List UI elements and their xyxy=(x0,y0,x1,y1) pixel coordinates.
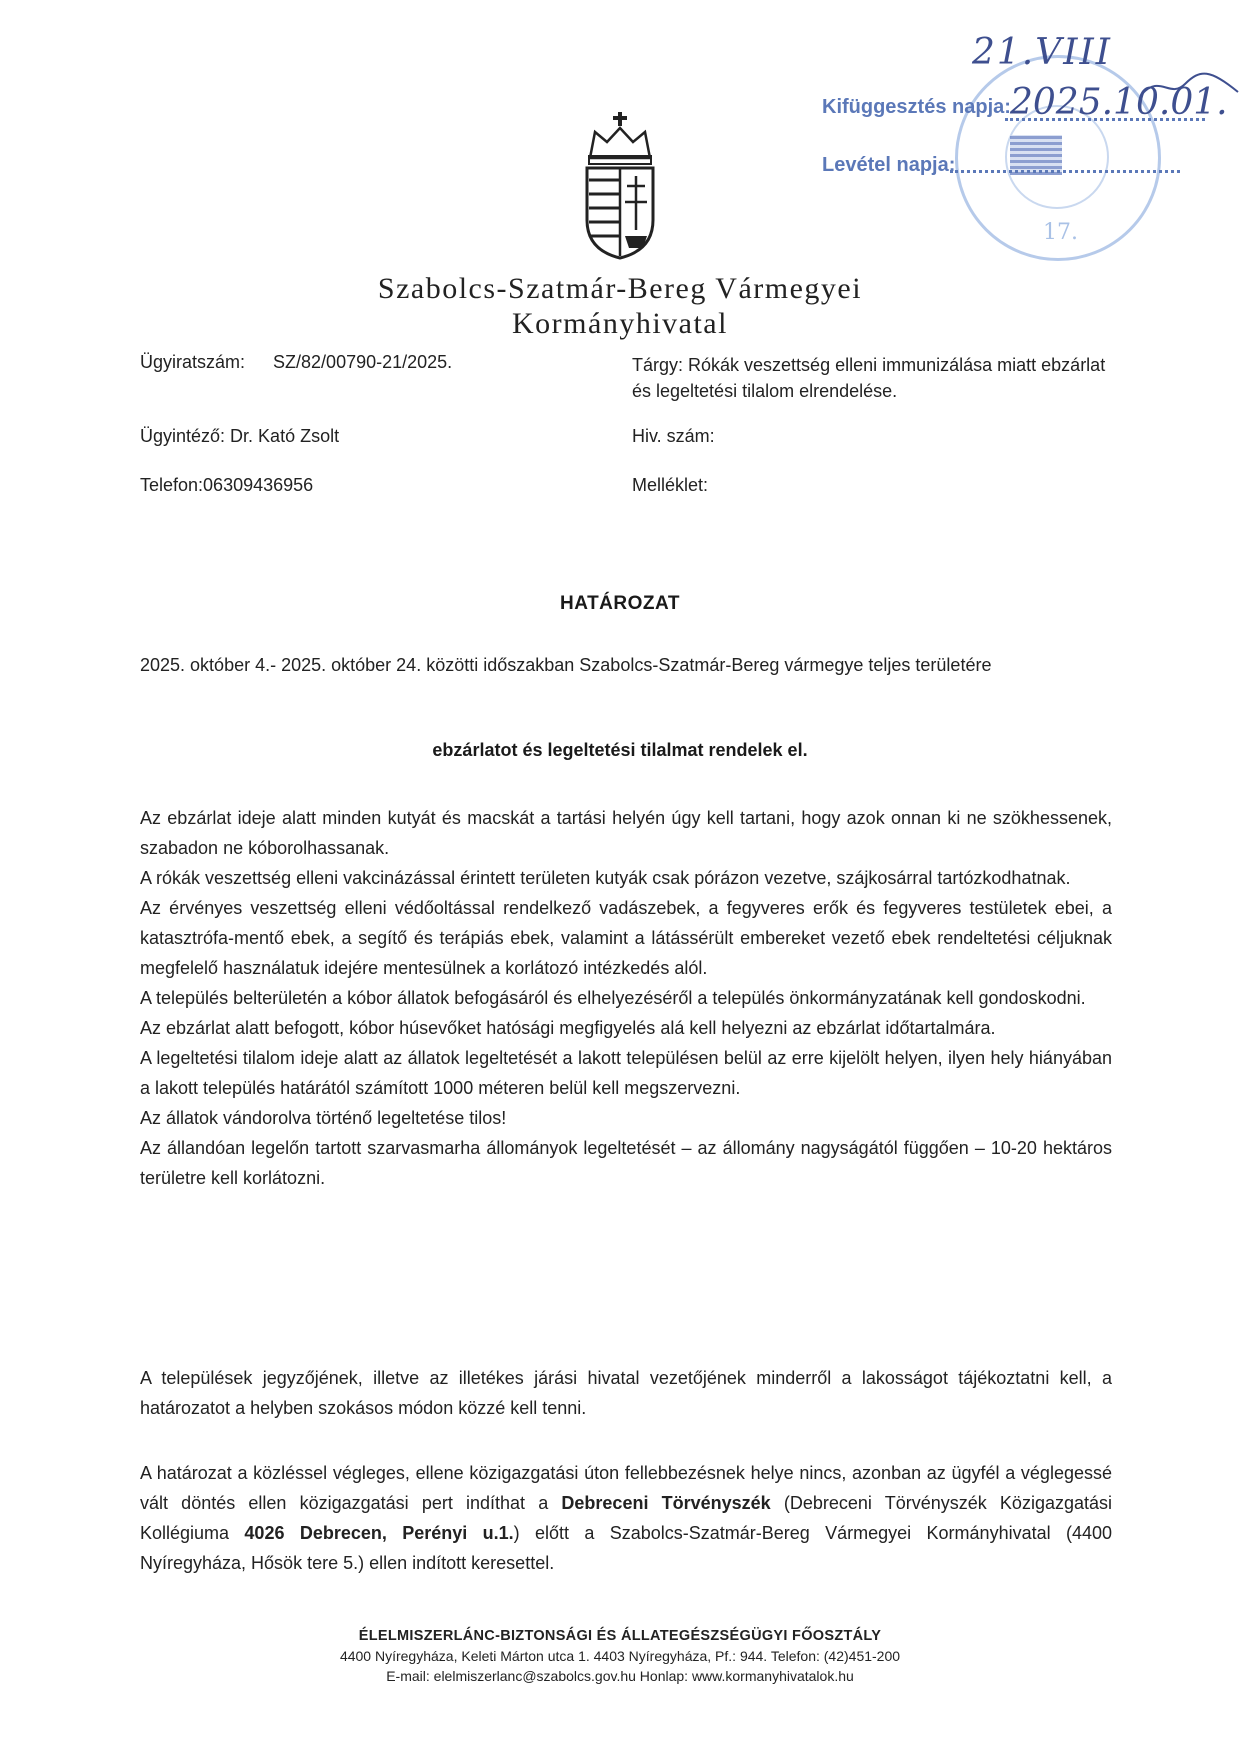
document-title: HATÁROZAT xyxy=(560,593,680,614)
subject: Tárgy: Rókák veszettség elleni immunizálása miatt ebzárlat és legeltetési tilalom elrendelése. xyxy=(632,355,1106,401)
seal-number: 17. xyxy=(1043,220,1078,245)
rule-paragraph: Az ebzárlat ideje alatt minden kutyát és macskát a tartási helyén úgy kell tartani, hogy azok onnan ki ne szökhessenek, szabadon ne kóborolhassanak. xyxy=(140,808,1112,858)
posted-date: 2025.10.01. xyxy=(1010,82,1228,123)
administrator: Ügyintéző: Dr. Kató Zsolt xyxy=(140,426,340,446)
phone: Telefon:06309436956 xyxy=(140,475,314,495)
notification-paragraph xyxy=(140,1363,1112,1423)
case-number-label: Ügyiratszám: xyxy=(140,352,246,372)
posted-label: Kifüggesztés napja: xyxy=(822,96,1011,118)
posting-stamp xyxy=(800,20,1240,280)
rule-paragraph: Az állandóan legelőn tartott szarvasmarha állományok legeltetését – az állomány nagyságától függően – 10-20 hektáros területre kell korlátozni. xyxy=(140,1138,1112,1188)
footer-department: ÉLELMISZERLÁNC-BIZTONSÁGI ÉS ÁLLATEGÉSZSÉGÜGYI FŐOSZTÁLY xyxy=(358,1628,882,1644)
rule-paragraph: A település belterületén a kóbor állatok befogásáról és elhelyezéséről a település önkormányzatának kell gondoskodni. xyxy=(140,988,1086,1008)
page-footer xyxy=(0,1626,1240,1686)
decree-statement: ebzárlatot és legeltetési tilalmat rendelek el. xyxy=(432,740,808,760)
removed-dotted-line xyxy=(950,170,1180,173)
office-name-line1: Szabolcs-Szatmár-Bereg Vármegyei xyxy=(377,272,863,305)
court-address: 4026 Debrecen, Perényi u.1. xyxy=(244,1523,514,1543)
signature-scribble xyxy=(1140,64,1240,104)
appeal-paragraph xyxy=(140,1458,1112,1578)
intro-paragraph: 2025. október 4.- 2025. október 24. közötti időszakban Szabolcs-Szatmár-Bereg vármegye teljes területére xyxy=(140,655,992,675)
rule-paragraph: Az ebzárlat alatt befogott, kóbor húsevőket hatósági megfigyelés alá kell helyezni az ebzárlat időtartalmára. xyxy=(140,1018,996,1038)
attachment: Melléklet: xyxy=(632,475,709,495)
hungarian-coat-of-arms-icon xyxy=(575,110,665,260)
court-name: Debreceni Törvényszék xyxy=(561,1493,771,1513)
rule-paragraph: Az állatok vándorolva történő legeltetése tilos! xyxy=(140,1108,507,1128)
notification-text: A települések jegyzőjének, illetve az illetékes járási hivatal vezetőjének minderről a lakosságot tájékoztatni kell, a határozatot a helyben szokásos módon közzé kell tenni. xyxy=(140,1368,1112,1418)
seal-crest-icon xyxy=(1010,135,1062,175)
case-number xyxy=(140,352,452,373)
removed-label: Levétel napja: xyxy=(822,154,956,176)
rule-paragraph: Az érvényes veszettség elleni védőoltással rendelkező vadászebek, a fegyveres erők és fegyveres testületek ebei, a katasztrófa-mentő ebek, a segítő és terápiás ebek, valamint a látássérült embereket vezető ebek rendeltetési céljuknak megfelelő használatuk idejére mentesülnek a korlátozó intézkedés alól. xyxy=(140,898,1112,978)
handwritten-note: 21.VIII xyxy=(972,32,1112,73)
rule-paragraph: A rókák veszettség elleni vakcinázással érintett területen kutyák csak pórázon vezetve, szájkosárral tartózkodhatnak. xyxy=(140,868,1071,888)
office-name-line2: Kormányhivatal xyxy=(512,307,728,340)
rule-paragraph: A legeltetési tilalom ideje alatt az állatok legeltetését a lakott településen belül az erre kijelölt helyen, ilyen hely hiányában a lakott település határától számított 1000 méteren belül kell megszervezni. xyxy=(140,1048,1112,1098)
appeal-text-1: A határozat a közléssel végleges, ellene közigazgatási úton fellebbezésnek helye nincs, azonban az ügyfél a véglegessé vált döntés ellen közigazgatási pert indíthat a xyxy=(140,1463,1112,1513)
footer-contact: E-mail: elelmiszerlanc@szabolcs.gov.hu Honlap: www.kormanyhivatalok.hu xyxy=(386,1668,854,1684)
rules-list xyxy=(140,803,1112,1193)
appeal-text-3: ) előtt a Szabolcs-Szatmár-Bereg Vármegyei Kormányhivatal (4400 Nyíregyháza, Hősök tere 5.) ellen indított keresettel. xyxy=(140,1523,1112,1573)
appeal-text-2: (Debreceni Törvényszék Közigazgatási Kollégiuma xyxy=(140,1493,1112,1543)
reference-number: Hiv. szám: xyxy=(632,426,715,446)
footer-address: 4400 Nyíregyháza, Keleti Márton utca 1. 4403 Nyíregyháza, Pf.: 944. Telefon: (42)451-200 xyxy=(339,1648,901,1664)
case-number-value: SZ/82/00790-21/2025. xyxy=(273,352,453,372)
